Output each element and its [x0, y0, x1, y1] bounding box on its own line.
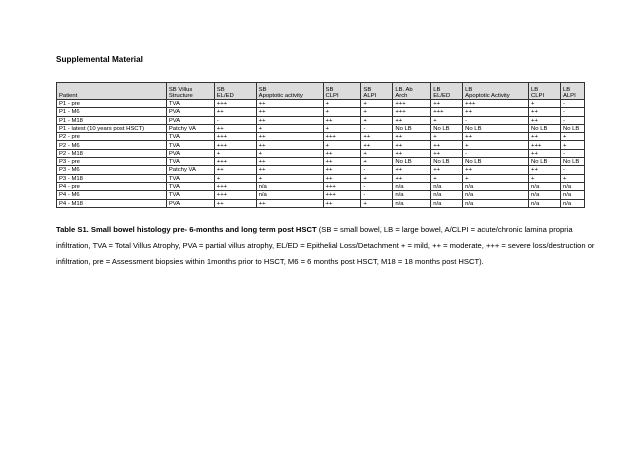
- table-row: [57, 124, 585, 132]
- table-row: [57, 141, 585, 149]
- table-cell: n/a: [393, 191, 431, 199]
- table-cell: +++: [214, 141, 256, 149]
- table-cell: ++: [256, 133, 323, 141]
- table-cell: ++: [393, 166, 431, 174]
- table-cell: No LB: [463, 124, 529, 132]
- table-cell: +: [361, 116, 393, 124]
- table-cell: +++: [214, 100, 256, 108]
- table-cell: P1 - M6: [57, 108, 167, 116]
- table-cell: PVA: [166, 108, 214, 116]
- table-cell: -: [560, 100, 584, 108]
- table-cell: ++: [323, 174, 361, 182]
- table-cell: -: [560, 108, 584, 116]
- table-cell: P2 - M6: [57, 141, 167, 149]
- column-header: LB. Ab Arch: [393, 83, 431, 100]
- table-cell: +: [431, 133, 463, 141]
- histology-table: [56, 82, 585, 208]
- table-row: [57, 158, 585, 166]
- table-cell: +++: [214, 158, 256, 166]
- table-cell: ++: [323, 199, 361, 207]
- table-cell: +: [256, 174, 323, 182]
- table-cell: P4 - pre: [57, 182, 167, 190]
- table-cell: +: [560, 174, 584, 182]
- table-cell: ++: [256, 141, 323, 149]
- table-cell: P2 - pre: [57, 133, 167, 141]
- table-header-row: [57, 83, 585, 100]
- table-cell: +: [463, 174, 529, 182]
- column-header: SB EL/ED: [214, 83, 256, 100]
- table-cell: -: [560, 116, 584, 124]
- column-header: LB CLPI: [529, 83, 561, 100]
- table-cell: PVA: [166, 199, 214, 207]
- table-cell: ++: [214, 124, 256, 132]
- column-header: SB CLPI: [323, 83, 361, 100]
- table-cell: +: [361, 158, 393, 166]
- table-cell: +++: [529, 141, 561, 149]
- table-cell: +++: [214, 133, 256, 141]
- column-header: LB Apoptotic Activity: [463, 83, 529, 100]
- table-cell: -: [361, 166, 393, 174]
- table-cell: +++: [214, 182, 256, 190]
- table-cell: +++: [393, 108, 431, 116]
- table-cell: ++: [393, 174, 431, 182]
- table-cell: +: [323, 124, 361, 132]
- table-cell: +++: [393, 100, 431, 108]
- table-cell: +: [361, 108, 393, 116]
- table-cell: n/a: [431, 199, 463, 207]
- table-cell: +: [361, 149, 393, 157]
- table-cell: ++: [361, 133, 393, 141]
- table-cell: P2 - M18: [57, 149, 167, 157]
- table-cell: Patchy VA: [166, 166, 214, 174]
- table-cell: ++: [214, 166, 256, 174]
- table-cell: ++: [463, 133, 529, 141]
- table-cell: n/a: [529, 191, 561, 199]
- table-cell: ++: [361, 141, 393, 149]
- table-cell: ++: [323, 116, 361, 124]
- table-cell: +++: [323, 133, 361, 141]
- table-cell: ++: [393, 149, 431, 157]
- table-cell: +: [323, 108, 361, 116]
- table-cell: ++: [431, 141, 463, 149]
- table-cell: -: [361, 182, 393, 190]
- table-cell: n/a: [560, 199, 584, 207]
- table-cell: No LB: [529, 124, 561, 132]
- table-cell: TVA: [166, 100, 214, 108]
- table-cell: ++: [431, 100, 463, 108]
- table-cell: TVA: [166, 141, 214, 149]
- table-cell: +: [529, 100, 561, 108]
- column-header: LB ALPI: [560, 83, 584, 100]
- table-row: [57, 108, 585, 116]
- table-row: [57, 174, 585, 182]
- table-cell: ++: [323, 158, 361, 166]
- table-cell: n/a: [463, 182, 529, 190]
- table-cell: n/a: [463, 199, 529, 207]
- table-cell: TVA: [166, 174, 214, 182]
- table-cell: ++: [323, 166, 361, 174]
- table-row: [57, 116, 585, 124]
- table-cell: P3 - pre: [57, 158, 167, 166]
- table-cell: ++: [463, 166, 529, 174]
- table-cell: ++: [529, 149, 561, 157]
- table-cell: ++: [431, 166, 463, 174]
- table-cell: No LB: [393, 158, 431, 166]
- table-cell: ++: [256, 166, 323, 174]
- table-cell: +: [560, 141, 584, 149]
- table-cell: No LB: [560, 124, 584, 132]
- table-cell: n/a: [560, 191, 584, 199]
- table-cell: -: [361, 124, 393, 132]
- column-header: LB EL/ED: [431, 83, 463, 100]
- table-cell: ++: [431, 149, 463, 157]
- table-cell: +: [431, 116, 463, 124]
- table-cell: ++: [214, 108, 256, 116]
- table-cell: +: [361, 100, 393, 108]
- table-cell: +++: [323, 191, 361, 199]
- caption-title: Table S1. Small bowel histology pre- 6-months and long term post HSCT: [56, 225, 317, 234]
- table-cell: n/a: [529, 182, 561, 190]
- table-row: [57, 182, 585, 190]
- table-cell: +: [323, 141, 361, 149]
- column-header: SB Apoptotic activity: [256, 83, 323, 100]
- table-cell: No LB: [560, 158, 584, 166]
- table-cell: n/a: [256, 182, 323, 190]
- table-cell: ++: [256, 116, 323, 124]
- table-row: [57, 166, 585, 174]
- table-cell: ++: [529, 108, 561, 116]
- table-cell: -: [214, 116, 256, 124]
- table-cell: -: [560, 149, 584, 157]
- table-cell: n/a: [529, 199, 561, 207]
- table-cell: -: [560, 166, 584, 174]
- table-cell: P3 - M6: [57, 166, 167, 174]
- table-cell: n/a: [431, 182, 463, 190]
- table-cell: ++: [256, 199, 323, 207]
- table-cell: P4 - M18: [57, 199, 167, 207]
- table-cell: +: [323, 100, 361, 108]
- table-cell: +++: [214, 191, 256, 199]
- table-cell: ++: [529, 166, 561, 174]
- table-cell: +++: [463, 100, 529, 108]
- table-cell: n/a: [393, 182, 431, 190]
- table-caption: [56, 222, 596, 271]
- table-cell: TVA: [166, 133, 214, 141]
- table-cell: n/a: [560, 182, 584, 190]
- caption-text: (SB = small bowel, LB = large bowel, A/CLPI = acute/chronic lamina propria infiltration, TVA = Total Villus Atrophy, PVA = partial villus atrophy, EL/ED = Epithelial Loss/Detachment + = mild, ++ = moderate, +++ = severe loss/destruction or infiltration, pre = Assessment biopsies within 1months prior to HSCT, M6 = 6 months post HSCT, M18 = 18 months post HSCT).: [56, 225, 595, 267]
- table-cell: +: [560, 133, 584, 141]
- table-cell: TVA: [166, 191, 214, 199]
- table-cell: No LB: [431, 124, 463, 132]
- table-cell: ++: [529, 116, 561, 124]
- table-cell: +: [361, 174, 393, 182]
- table-cell: TVA: [166, 182, 214, 190]
- table-cell: +: [463, 141, 529, 149]
- table-cell: TVA: [166, 158, 214, 166]
- column-header: SB ALPI: [361, 83, 393, 100]
- table-cell: ++: [256, 158, 323, 166]
- table-cell: ++: [393, 133, 431, 141]
- table-cell: +: [529, 174, 561, 182]
- table-cell: ++: [323, 149, 361, 157]
- table-cell: No LB: [393, 124, 431, 132]
- table-cell: No LB: [431, 158, 463, 166]
- table-cell: ++: [214, 199, 256, 207]
- table-cell: +: [431, 174, 463, 182]
- table-cell: ++: [256, 108, 323, 116]
- table-cell: ++: [256, 100, 323, 108]
- table-cell: +: [214, 149, 256, 157]
- table-cell: +++: [431, 108, 463, 116]
- table-row: [57, 199, 585, 207]
- table-cell: Patchy VA: [166, 124, 214, 132]
- table-cell: -: [463, 149, 529, 157]
- table-cell: n/a: [463, 191, 529, 199]
- table-cell: P3 - M18: [57, 174, 167, 182]
- table-cell: PVA: [166, 149, 214, 157]
- table-cell: ++: [529, 133, 561, 141]
- column-header: Patient: [57, 83, 167, 100]
- table-cell: P1 - pre: [57, 100, 167, 108]
- table-cell: -: [361, 191, 393, 199]
- table-cell: n/a: [393, 199, 431, 207]
- table-row: [57, 100, 585, 108]
- table-cell: -: [463, 116, 529, 124]
- table-cell: No LB: [463, 158, 529, 166]
- table-row: [57, 149, 585, 157]
- page-heading: Supplemental Material: [56, 55, 143, 64]
- table-cell: P1 - latest (10 years post HSCT): [57, 124, 167, 132]
- table-cell: P4 - M6: [57, 191, 167, 199]
- table-cell: P1 - M18: [57, 116, 167, 124]
- table-cell: +: [256, 149, 323, 157]
- table-cell: No LB: [529, 158, 561, 166]
- table-cell: PVA: [166, 116, 214, 124]
- table-row: [57, 133, 585, 141]
- table-cell: n/a: [431, 191, 463, 199]
- table-cell: +: [214, 174, 256, 182]
- table-cell: ++: [393, 116, 431, 124]
- table-cell: n/a: [256, 191, 323, 199]
- table-cell: ++: [393, 141, 431, 149]
- table-cell: +: [256, 124, 323, 132]
- table-cell: +++: [323, 182, 361, 190]
- table-cell: +: [361, 199, 393, 207]
- table-cell: ++: [463, 108, 529, 116]
- column-header: SB Villus Structure: [166, 83, 214, 100]
- table-body: [57, 100, 585, 208]
- table-row: [57, 191, 585, 199]
